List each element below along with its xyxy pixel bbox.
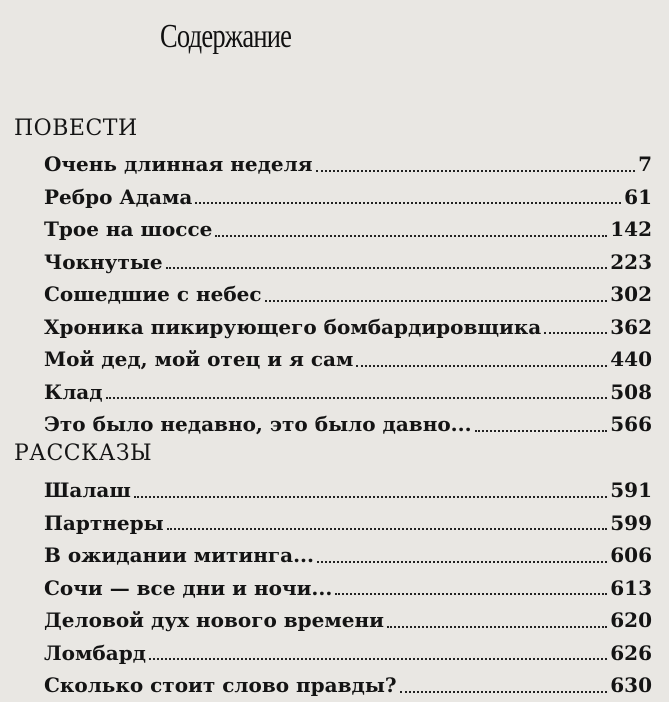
entry-title: Сочи — все дни и ночи... bbox=[44, 575, 333, 600]
entry-page: 302 bbox=[610, 282, 652, 306]
entry-title: В ожидании митинга... bbox=[44, 543, 314, 567]
toc-entry bbox=[44, 408, 652, 441]
entry-page: 613 bbox=[610, 575, 652, 600]
page-title: Содержание bbox=[160, 18, 292, 55]
entry-page: 61 bbox=[624, 184, 652, 209]
entry-title: Сошедшие с небес bbox=[44, 282, 262, 306]
dot-leader bbox=[265, 300, 608, 302]
entry-title: Ребро Адама bbox=[44, 184, 193, 209]
dot-leader bbox=[167, 528, 608, 530]
toc-entry bbox=[44, 343, 652, 376]
toc-entry bbox=[44, 148, 652, 181]
dot-leader bbox=[387, 626, 607, 628]
entry-page: 630 bbox=[610, 673, 652, 697]
dot-leader bbox=[544, 332, 607, 334]
toc-entry bbox=[44, 539, 652, 572]
toc-entry bbox=[44, 604, 652, 637]
dot-leader bbox=[316, 170, 636, 172]
entry-title: Это было недавно, это было давно... bbox=[44, 412, 472, 436]
entry-title: Ломбард bbox=[44, 640, 147, 665]
entry-page: 223 bbox=[610, 249, 652, 274]
dot-leader bbox=[356, 365, 607, 367]
dot-leader bbox=[475, 430, 608, 432]
toc-entry bbox=[44, 474, 652, 507]
entry-page: 591 bbox=[610, 478, 652, 502]
section-heading-povesti: ПОВЕСТИ bbox=[14, 116, 138, 141]
dot-leader bbox=[195, 202, 621, 204]
toc-entry bbox=[44, 311, 652, 344]
toc-entry bbox=[44, 669, 652, 702]
entry-title: Мой дед, мой отец и я сам bbox=[44, 347, 354, 371]
entry-title: Чокнутые bbox=[44, 249, 163, 274]
toc-list-rasskazy bbox=[44, 474, 652, 702]
toc-entry bbox=[44, 507, 652, 540]
entry-title: Деловой дух нового времени bbox=[44, 608, 384, 632]
dot-leader bbox=[149, 658, 607, 660]
dot-leader bbox=[134, 496, 607, 498]
dot-leader bbox=[106, 397, 608, 399]
dot-leader bbox=[215, 235, 607, 237]
entry-page: 508 bbox=[610, 379, 652, 404]
toc-entry bbox=[44, 181, 652, 214]
dot-leader bbox=[166, 267, 608, 269]
dot-leader bbox=[317, 561, 607, 563]
entry-title: Клад bbox=[44, 379, 103, 404]
entry-title: Шалаш bbox=[44, 478, 131, 502]
dot-leader bbox=[335, 593, 607, 595]
entry-page: 606 bbox=[610, 543, 652, 567]
toc-entry bbox=[44, 637, 652, 670]
toc-list-povesti bbox=[44, 148, 652, 441]
entry-title: Сколько стоит слово правды? bbox=[44, 673, 397, 697]
entry-title: Партнеры bbox=[44, 510, 164, 535]
toc-entry bbox=[44, 376, 652, 409]
toc-entry bbox=[44, 278, 652, 311]
entry-page: 599 bbox=[610, 510, 652, 535]
entry-title: Очень длинная неделя bbox=[44, 152, 313, 176]
entry-page: 7 bbox=[638, 152, 652, 176]
entry-page: 440 bbox=[610, 347, 652, 371]
dot-leader bbox=[400, 691, 608, 693]
entry-page: 626 bbox=[610, 640, 652, 665]
section-heading-rasskazy: РАССКАЗЫ bbox=[14, 441, 153, 466]
toc-entry bbox=[44, 572, 652, 605]
entry-title: Хроника пикирующего бомбардировщика bbox=[44, 314, 542, 339]
entry-title: Трое на шоссе bbox=[44, 217, 213, 241]
toc-entry bbox=[44, 213, 652, 246]
entry-page: 620 bbox=[610, 608, 652, 632]
entry-page: 362 bbox=[610, 314, 652, 339]
toc-entry bbox=[44, 246, 652, 279]
entry-page: 142 bbox=[610, 217, 652, 241]
entry-page: 566 bbox=[610, 412, 652, 436]
